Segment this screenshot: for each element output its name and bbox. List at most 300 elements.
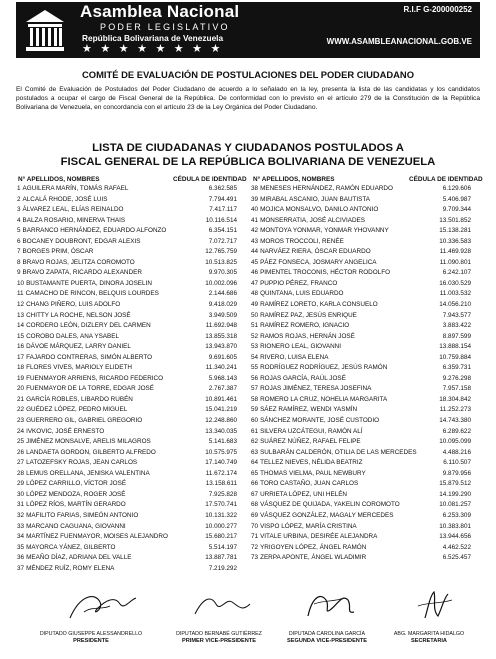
candidate-number: 39 xyxy=(251,195,259,203)
candidate-row xyxy=(17,184,237,195)
candidate-id-number: 10.513.825 xyxy=(205,258,237,266)
candidate-row xyxy=(17,553,237,564)
candidate-name xyxy=(251,247,431,258)
candidate-name xyxy=(17,363,197,374)
candidate-id-number: 16.030.529 xyxy=(439,279,471,287)
candidate-name xyxy=(17,543,197,554)
candidate-row xyxy=(251,490,471,501)
candidate-name xyxy=(251,543,431,554)
stars-row: ★★★★★★★★ xyxy=(82,43,229,55)
candidate-name xyxy=(17,332,197,343)
committee-title: COMITÉ DE EVALUACIÓN DE POSTULACIONES DEL PODER CIUDADANO xyxy=(82,69,414,80)
candidate-name xyxy=(17,427,197,438)
candidate-id-number: 15.041.219 xyxy=(205,406,237,414)
candidate-name xyxy=(17,384,197,395)
candidate-name xyxy=(251,427,431,438)
candidate-id-number: 10.891.461 xyxy=(205,395,237,403)
candidate-row xyxy=(17,395,237,406)
candidate-name xyxy=(17,553,197,564)
candidate-number: 47 xyxy=(251,279,259,287)
candidate-fullname: RAMÍREZ LORETO, KARLA CONSUELO xyxy=(260,301,378,309)
candidate-row xyxy=(17,226,237,237)
candidate-name xyxy=(17,184,197,195)
candidate-row xyxy=(251,437,471,448)
candidate-fullname: PIMENTEL TROCONIS, HÉCTOR RODOLFO xyxy=(260,269,391,277)
candidate-id-number: 3.883.422 xyxy=(442,322,471,330)
candidate-row xyxy=(251,195,471,206)
candidate-row xyxy=(17,279,237,290)
candidate-fullname: PUPPIO PÉREZ, FRANCO xyxy=(260,279,338,287)
candidate-id-number: 13.158.611 xyxy=(205,480,237,488)
candidate-id-number: 7.943.577 xyxy=(442,311,471,319)
candidate-fullname: MOJICA MONSALVO, DANILO ANTONIO xyxy=(260,206,379,214)
candidate-row xyxy=(17,311,237,322)
candidate-fullname: FLORES VIVES, MARIOLY ELIDETH xyxy=(26,364,132,372)
candidate-id-number: 3.949.509 xyxy=(208,311,237,319)
candidate-row xyxy=(17,289,237,300)
candidate-fullname: RAMOS ROJAS, HERNÁN JOSÉ xyxy=(260,332,355,340)
candidate-fullname: MAFILITO FARIAS, SIMEÓN ANTONIO xyxy=(26,511,139,519)
signatory-role-president: PRESIDENTE xyxy=(73,638,109,644)
candidate-row xyxy=(251,363,471,374)
candidate-number: 72 xyxy=(251,543,259,551)
candidate-list-right xyxy=(251,184,471,564)
candidate-id-number: 2.767.387 xyxy=(208,385,237,393)
candidate-row xyxy=(17,247,237,258)
candidate-id-number: 15.879.512 xyxy=(439,480,471,488)
candidate-name xyxy=(17,511,197,522)
candidate-number: 53 xyxy=(251,343,259,351)
signature-president xyxy=(40,590,160,620)
candidate-name xyxy=(17,416,197,427)
candidate-row xyxy=(251,321,471,332)
candidate-name xyxy=(251,448,431,459)
candidate-row xyxy=(17,268,237,279)
candidate-name xyxy=(251,500,431,511)
candidate-name xyxy=(17,522,197,533)
candidate-fullname: SILVERA UZCÁTEGUI, RAMÓN ALÍ xyxy=(260,427,363,435)
candidate-number: 50 xyxy=(251,311,259,319)
candidate-id-number: 18.304.842 xyxy=(439,395,471,403)
candidate-number: 40 xyxy=(251,206,259,214)
candidate-fullname: RAMÍREZ PAZ, JESÚS ENRIQUE xyxy=(260,311,357,319)
candidate-fullname: RODRÍGUEZ RODRÍGUEZ, JESÚS RAMÓN xyxy=(260,364,388,372)
candidate-name xyxy=(17,205,197,216)
candidate-id-number: 6.242.107 xyxy=(442,269,471,277)
candidate-row xyxy=(17,448,237,459)
candidate-number: 60 xyxy=(251,417,259,425)
candidate-number: 66 xyxy=(251,480,259,488)
candidate-id-number: 9.879.956 xyxy=(442,469,471,477)
candidate-number: 48 xyxy=(251,290,259,298)
candidate-name xyxy=(17,532,197,543)
candidate-id-number: 10.116.514 xyxy=(205,216,237,224)
candidate-fullname: MARCANO CAGUANA, GIOVANNI xyxy=(26,522,126,530)
candidate-fullname: MARTÍNEZ FUENMAYOR, MOISES ALEJANDRO xyxy=(26,533,168,541)
candidate-id-number: 5.406.987 xyxy=(442,195,471,203)
header-banner xyxy=(16,2,480,58)
candidate-number: 35 xyxy=(17,543,25,551)
candidate-fullname: TELLEZ NIEVES, NÉLIDA BEATRIZ xyxy=(260,459,363,467)
candidate-number: 65 xyxy=(251,469,259,477)
candidate-row xyxy=(251,184,471,195)
candidate-fullname: LATOZEFSKY ROJAS, JEAN CARLOS xyxy=(26,459,138,467)
candidate-name xyxy=(251,258,431,269)
candidate-fullname: BALZA ROSARIO, MINERVA THAIS xyxy=(22,216,126,224)
candidate-number: 68 xyxy=(251,501,259,509)
candidate-id-number: 10.081.257 xyxy=(439,501,471,509)
candidate-name xyxy=(251,395,431,406)
candidate-id-number: 11.252.273 xyxy=(439,406,471,414)
candidate-fullname: BRAVO ZAPATA, RICARDO ALEXANDER xyxy=(22,269,142,277)
candidate-name xyxy=(251,405,431,416)
candidate-fullname: ROJAS GARCÍA, RAÚL JOSÉ xyxy=(260,374,346,382)
candidate-name xyxy=(251,353,431,364)
candidate-id-number: 9.276.298 xyxy=(442,374,471,382)
candidate-name xyxy=(251,300,431,311)
candidate-name xyxy=(17,268,197,279)
candidate-id-number: 5.514.197 xyxy=(208,543,237,551)
candidate-name xyxy=(17,258,197,269)
candidate-number: 15 xyxy=(17,332,25,340)
candidate-row xyxy=(251,511,471,522)
candidate-fullname: QUINTANA, LUIS EDUARDO xyxy=(260,290,344,298)
candidate-name xyxy=(251,416,431,427)
candidate-row xyxy=(251,247,471,258)
candidate-fullname: YRIGOYEN LÓPEZ, ÁNGEL RAMÓN xyxy=(260,543,367,551)
candidate-row xyxy=(251,500,471,511)
candidate-name xyxy=(251,237,431,248)
candidate-row xyxy=(251,311,471,322)
column-header-names-right: N° APELLIDOS, NOMBRES xyxy=(253,176,335,183)
candidate-fullname: PÁEZ FONSECA, JOSMARY ANGELICA xyxy=(260,258,377,266)
candidate-id-number: 10.095.099 xyxy=(439,438,471,446)
candidate-fullname: ROJAS JIMÉNEZ, TERESA JOSEFINA xyxy=(260,385,372,393)
candidate-id-number: 17.570.741 xyxy=(205,501,237,509)
candidate-number: 38 xyxy=(251,185,259,192)
list-title-line2: FISCAL GENERAL DE LA REPÚBLICA BOLIVARIANA DE VENEZUELA xyxy=(60,156,436,168)
candidate-id-number: 10.002.096 xyxy=(205,279,237,287)
candidate-id-number: 15.138.281 xyxy=(439,227,471,235)
candidate-name xyxy=(251,289,431,300)
candidate-row xyxy=(17,237,237,248)
candidate-row xyxy=(251,395,471,406)
candidate-number: 18 xyxy=(17,364,25,372)
candidate-fullname: VÁSQUEZ DE QUIJADA, YAKELIN COROMOTO xyxy=(260,501,400,509)
candidate-name xyxy=(17,448,197,459)
candidate-id-number: 6.359.731 xyxy=(442,364,471,372)
candidate-name xyxy=(251,532,431,543)
candidate-fullname: LANDAETA GORDON, GILBERTO ALFREDO xyxy=(26,448,156,456)
candidate-number: 21 xyxy=(17,395,25,403)
candidate-fullname: SÁNCHEZ MORANTE, JOSÉ CUSTODIO xyxy=(260,417,380,425)
candidate-name xyxy=(251,205,431,216)
candidate-number: 55 xyxy=(251,364,259,372)
candidate-id-number: 9.709.344 xyxy=(442,206,471,214)
candidate-row xyxy=(17,405,237,416)
candidate-number: 57 xyxy=(251,385,259,393)
candidate-number: 43 xyxy=(251,237,259,245)
candidate-row xyxy=(17,321,237,332)
candidate-fullname: ROMERO LA CRUZ, NOHELIA MARGARITA xyxy=(260,395,388,403)
candidate-name xyxy=(251,490,431,501)
candidate-id-number: 12.248.860 xyxy=(205,417,237,425)
candidate-id-number: 13.943.870 xyxy=(205,343,237,351)
candidate-name xyxy=(17,469,197,480)
candidate-fullname: VÁSQUEZ GONZÁLEZ, MAGALY MERCEDES xyxy=(260,511,394,519)
candidate-id-number: 11.340.241 xyxy=(205,364,237,372)
candidate-row xyxy=(251,469,471,480)
candidate-number: 5 xyxy=(17,227,21,235)
candidate-fullname: MOROS TROCCOLI, RENÉE xyxy=(260,237,344,245)
candidate-number: 25 xyxy=(17,438,25,446)
candidate-name xyxy=(251,384,431,395)
column-header-id-left: CÉDULA DE IDENTIDAD xyxy=(173,176,247,183)
candidate-row xyxy=(251,532,471,543)
column-header-names-left: N° APELLIDOS, NOMBRES xyxy=(18,176,100,183)
candidate-id-number: 10.383.801 xyxy=(439,522,471,530)
candidate-id-number: 12.765.759 xyxy=(205,248,237,256)
candidate-number: 14 xyxy=(17,322,25,330)
candidate-id-number: 6.129.606 xyxy=(442,185,471,192)
candidate-row xyxy=(17,511,237,522)
candidate-row xyxy=(17,564,237,575)
candidate-fullname: SÁEZ RAMÍREZ, WENDI YASMÍN xyxy=(260,406,358,414)
candidate-fullname: RIONERO LEAL, GIOVANNI xyxy=(260,343,342,351)
candidate-id-number: 6.525.457 xyxy=(442,554,471,562)
candidate-number: 3 xyxy=(17,206,21,214)
candidate-number: 11 xyxy=(17,290,24,298)
candidate-name xyxy=(17,458,197,469)
candidate-number: 2 xyxy=(17,195,21,203)
candidate-name xyxy=(251,279,431,290)
candidate-row xyxy=(17,437,237,448)
candidate-id-number: 6.253.309 xyxy=(442,511,471,519)
candidate-name xyxy=(251,363,431,374)
candidate-name xyxy=(251,522,431,533)
candidate-fullname: MONTOYA YONMAR, YONMAR YHOVANNY xyxy=(260,227,389,235)
candidate-id-number: 14.199.290 xyxy=(439,490,471,498)
candidate-fullname: CHITTY LA ROCHE, NELSON JOSÉ xyxy=(26,311,131,319)
candidate-fullname: IVKOVIC, JOSÉ ERNESTO xyxy=(26,427,105,435)
candidate-fullname: TORO CASTAÑO, JUAN CARLOS xyxy=(260,480,359,488)
candidate-fullname: LÓPEZ RÍOS, MARTÍN GERARDO xyxy=(26,501,126,509)
candidate-fullname: MONSERRATIA, JOSÉ ALCIVIADES xyxy=(260,216,365,224)
candidate-id-number: 7.219.292 xyxy=(208,564,237,572)
candidate-name xyxy=(17,195,197,206)
candidate-fullname: MÉNDEZ RUÍZ, ROMY ELENA xyxy=(26,564,115,572)
candidate-name xyxy=(251,458,431,469)
candidate-fullname: BORGES PRIM, ÓSCAR xyxy=(22,248,94,256)
candidate-id-number: 14.056.210 xyxy=(439,301,471,309)
candidate-id-number: 11.692.948 xyxy=(205,322,237,330)
candidate-row xyxy=(251,384,471,395)
signatory-role-secretary: SECRETARIA xyxy=(411,638,447,644)
candidate-fullname: MENESES HERNÁNDEZ, RAMÓN EDUARDO xyxy=(260,185,393,192)
candidate-row xyxy=(251,226,471,237)
candidate-name xyxy=(17,226,197,237)
candidate-fullname: VISPO LÓPEZ, MARÍA CRISTINA xyxy=(260,522,357,530)
candidate-name xyxy=(251,321,431,332)
candidate-fullname: ZERPA APONTE, ÁNGEL WLADIMIR xyxy=(260,554,367,562)
candidate-name xyxy=(251,342,431,353)
candidate-id-number: 5.968.143 xyxy=(208,374,237,382)
candidate-number: 8 xyxy=(17,258,21,266)
candidate-row xyxy=(17,532,237,543)
candidate-row xyxy=(251,522,471,533)
candidate-id-number: 13.855.318 xyxy=(205,332,237,340)
candidate-number: 59 xyxy=(251,406,259,414)
candidate-row xyxy=(251,479,471,490)
candidate-row xyxy=(17,500,237,511)
republic-name: República Bolivariana de Venezuela xyxy=(82,33,224,43)
candidate-row xyxy=(251,237,471,248)
candidate-number: 26 xyxy=(17,448,25,456)
candidate-row xyxy=(17,205,237,216)
candidate-id-number: 4.488.216 xyxy=(442,448,471,456)
signatory-name-president: DIPUTADO GIUSEPPE ALESSANDRELLO xyxy=(39,631,143,637)
candidate-row xyxy=(251,458,471,469)
candidate-fullname: DÁVOE MÁRQUEZ, LARRY DANIEL xyxy=(26,343,131,351)
candidate-name xyxy=(251,268,431,279)
candidate-number: 49 xyxy=(251,301,259,309)
candidate-name xyxy=(17,321,197,332)
website-link[interactable]: WWW.ASAMBLEANACIONAL.GOB.VE xyxy=(326,37,472,46)
candidate-id-number: 13.888.154 xyxy=(439,343,471,351)
candidate-id-number: 7.072.717 xyxy=(208,237,237,245)
candidate-name xyxy=(251,226,431,237)
candidate-number: 70 xyxy=(251,522,259,530)
candidate-fullname: SULBARÁN CALDERÓN, OTILIA DE LAS MERCEDES xyxy=(260,448,417,456)
candidate-number: 69 xyxy=(251,511,259,519)
candidate-number: 28 xyxy=(17,469,25,477)
candidate-row xyxy=(17,479,237,490)
candidate-name xyxy=(17,437,197,448)
candidate-row xyxy=(251,289,471,300)
candidate-row xyxy=(17,342,237,353)
candidate-row xyxy=(251,416,471,427)
candidate-row xyxy=(17,216,237,227)
candidate-row xyxy=(17,469,237,480)
candidate-fullname: MIRABAL ASCANIO, JUAN BAUTISTA xyxy=(260,195,371,203)
candidate-row xyxy=(251,353,471,364)
candidate-number: 1 xyxy=(17,185,21,192)
candidate-name xyxy=(17,564,197,575)
candidate-number: 36 xyxy=(17,554,25,562)
candidate-number: 13 xyxy=(17,311,25,319)
candidate-name xyxy=(251,216,431,227)
candidate-id-number: 7.794.491 xyxy=(208,195,237,203)
candidate-row xyxy=(251,300,471,311)
candidate-fullname: BOCANEY DOUBRONT, EDGAR ALEXIS xyxy=(22,237,141,245)
candidate-id-number: 4.462.522 xyxy=(442,543,471,551)
candidate-name xyxy=(251,184,431,195)
candidate-row xyxy=(17,522,237,533)
candidate-number: 33 xyxy=(17,522,25,530)
column-header-id-right: CÉDULA DE IDENTIDAD xyxy=(409,176,483,183)
candidate-row xyxy=(251,279,471,290)
candidate-number: 61 xyxy=(251,427,259,435)
candidate-fullname: RAMÍREZ ROMERO, IGNACIO xyxy=(260,322,350,330)
candidate-id-number: 11.090.801 xyxy=(439,258,471,266)
candidate-fullname: GARCÍA ROBLES, LIBARDO RUBÉN xyxy=(26,395,133,403)
candidate-id-number: 10.575.975 xyxy=(205,448,237,456)
candidate-row xyxy=(17,543,237,554)
candidate-name xyxy=(251,511,431,522)
candidate-name xyxy=(17,237,197,248)
candidate-number: 67 xyxy=(251,490,259,498)
candidate-fullname: FUENMAYOR DE LA TORRE, EDGAR JOSÉ xyxy=(26,385,155,393)
candidate-row xyxy=(251,332,471,343)
candidate-id-number: 11.003.532 xyxy=(439,290,471,298)
candidate-row xyxy=(251,216,471,227)
candidate-name xyxy=(17,405,197,416)
candidate-fullname: URRIETA LÓPEZ, UNI HELÉN xyxy=(260,490,348,498)
candidate-name xyxy=(17,216,197,227)
candidate-row xyxy=(251,405,471,416)
institution-subtitle: PODER LEGISLATIVO xyxy=(100,22,230,32)
candidate-row xyxy=(17,490,237,501)
institution-title: Asamblea Nacional xyxy=(80,2,240,21)
candidate-number: 63 xyxy=(251,448,259,456)
candidate-fullname: ÁLVAREZ LEAL, ELÍAS REINALDO xyxy=(22,206,124,214)
signature-first-vice-president xyxy=(160,590,280,620)
candidate-name xyxy=(17,342,197,353)
list-title-line1: LISTA DE CIUDADANAS Y CIUDADANOS POSTULADOS A xyxy=(92,142,404,154)
candidate-number: 30 xyxy=(17,490,25,498)
capitol-seal-icon xyxy=(22,6,68,54)
signature-secretary xyxy=(370,590,490,620)
candidate-number: 46 xyxy=(251,269,259,277)
candidate-fullname: CHANG PIÑERO, LUIS ADOLFO xyxy=(26,301,121,309)
candidate-fullname: GUÉDEZ LÓPEZ, PEDRO MIGUEL xyxy=(26,406,128,414)
candidate-number: 9 xyxy=(17,269,21,277)
candidate-row xyxy=(17,195,237,206)
candidate-id-number: 8.897.599 xyxy=(442,332,471,340)
candidate-fullname: THOMAS VIELMA, PAUL NEWBURY xyxy=(260,469,366,477)
signatory-name-second-vp: DIPUTADA CAROLINA GARCÍA xyxy=(288,631,366,637)
candidate-number: 23 xyxy=(17,417,25,425)
candidate-number: 16 xyxy=(17,343,25,351)
candidate-row xyxy=(251,205,471,216)
candidate-name xyxy=(17,279,197,290)
candidate-number: 31 xyxy=(17,501,25,509)
candidate-row xyxy=(17,332,237,343)
signatory-role-second-vp: SEGUNDA VICE-PRESIDENTE xyxy=(287,638,367,644)
candidate-fullname: COROBO DALES, ANA YSABEL xyxy=(26,332,120,340)
candidate-id-number: 7.957.158 xyxy=(442,385,471,393)
candidate-row xyxy=(17,384,237,395)
candidate-number: 52 xyxy=(251,332,259,340)
candidate-id-number: 17.140.749 xyxy=(205,459,237,467)
candidate-id-number: 9.691.605 xyxy=(208,353,237,361)
candidate-number: 27 xyxy=(17,459,25,467)
signatory-name-secretary: ABG. MARGARITA HIDALGO xyxy=(393,631,465,637)
candidate-name xyxy=(251,469,431,480)
candidate-number: 41 xyxy=(251,216,259,224)
signatory-role-first-vp: PRIMER VICE-PRESIDENTE xyxy=(182,638,256,644)
candidate-row xyxy=(251,258,471,269)
candidate-id-number: 11.469.928 xyxy=(439,248,471,256)
candidate-number: 58 xyxy=(251,395,259,403)
candidate-id-number: 2.144.686 xyxy=(208,290,237,298)
candidate-name xyxy=(17,374,197,385)
candidate-number: 73 xyxy=(251,554,259,562)
candidate-id-number: 11.672.174 xyxy=(205,469,237,477)
candidate-number: 51 xyxy=(251,322,259,330)
candidate-number: 29 xyxy=(17,480,25,488)
candidate-fullname: AGUILERA MARÍN, TOMÁS RAFAEL xyxy=(22,185,129,192)
